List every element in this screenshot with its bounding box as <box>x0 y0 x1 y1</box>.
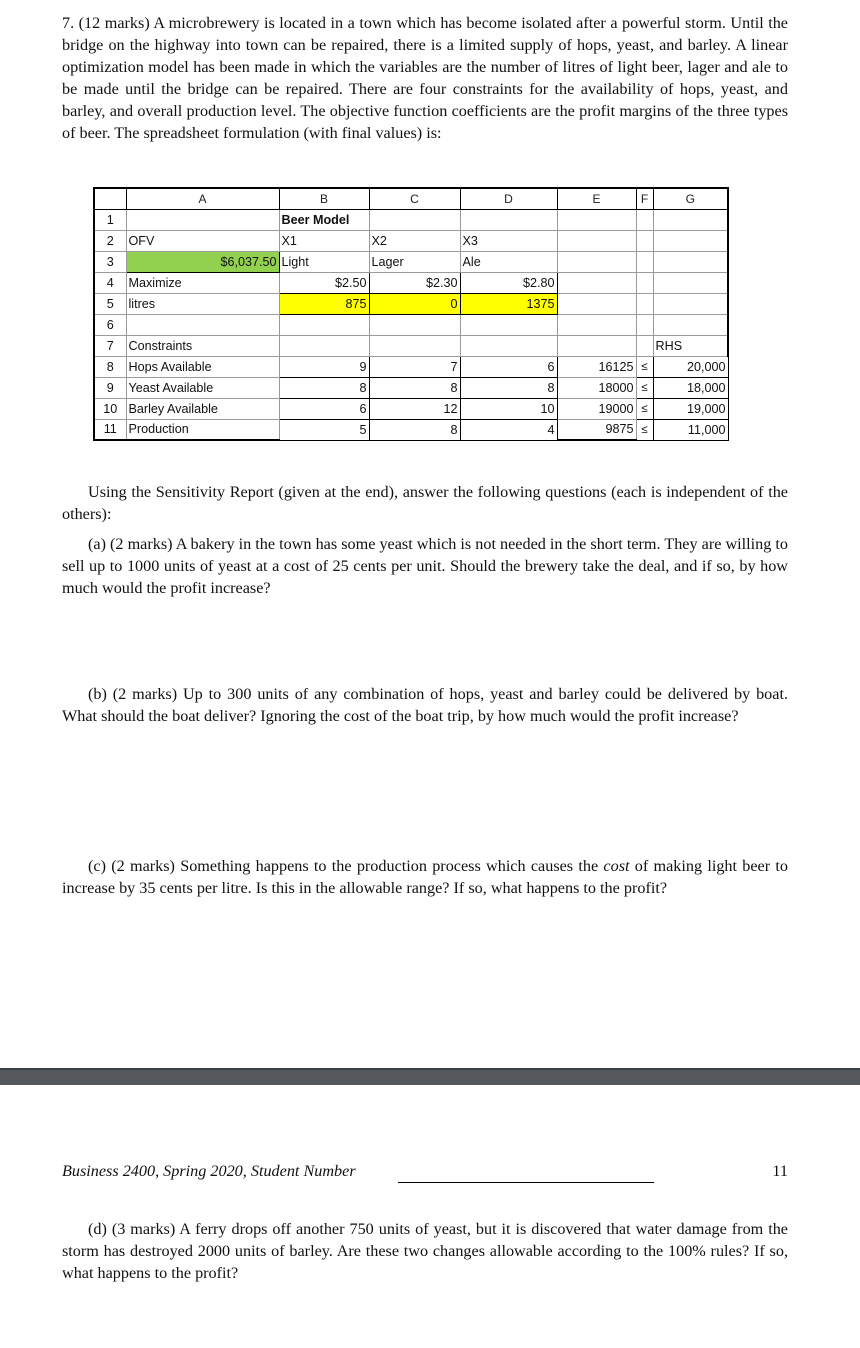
cell-a1 <box>126 209 279 230</box>
cell-e11: 9875 <box>557 419 636 440</box>
row-7 <box>94 335 728 356</box>
cell-e5 <box>557 293 636 314</box>
cell-b2: X1 <box>279 230 369 251</box>
cell-d11: 4 <box>460 419 557 440</box>
cell-f5 <box>636 293 653 314</box>
cell-f7 <box>636 335 653 356</box>
cell-g8: 20,000 <box>653 356 728 377</box>
cell-d4: $2.80 <box>460 272 557 293</box>
constraint-sign: ≤ <box>636 356 653 377</box>
cell-a2: OFV <box>126 230 279 251</box>
cell-e7 <box>557 335 636 356</box>
column-header-b: B <box>279 188 369 209</box>
column-header-g: G <box>653 188 728 209</box>
row-number: 2 <box>94 230 126 251</box>
cell-e4 <box>557 272 636 293</box>
cell-c1 <box>369 209 460 230</box>
question-7-intro: 7. (12 marks) A microbrewery is located in a town which has become isolated after a powerful storm. Until the bridge on the highway into town can be repaired, there is a limited supply of hops, yeast, and barley. A linear optimization model has been made in which the variables are the number of litres of light beer, lager and ale to be made until the bridge can be repaired. There are four constraints for the availability of hops, yeast, and barley, and overall production level. The objective function coefficients are the profit margins of the three types of beer. The spreadsheet formulation (with final values) is: <box>62 14 788 142</box>
constraint-sign: ≤ <box>636 419 653 440</box>
cell-d6 <box>460 314 557 335</box>
row-4 <box>94 272 728 293</box>
instructions-text: Using the Sensitivity Report (given at the end), answer the following questions (each is independent of the others): <box>62 483 788 523</box>
row-10 <box>94 398 728 419</box>
column-header-f: F <box>636 188 653 209</box>
question-c <box>62 855 788 899</box>
cell-f2 <box>636 230 653 251</box>
spreadsheet-formulation <box>93 187 729 441</box>
decision-cell-b5: 875 <box>279 293 369 314</box>
cell-a4: Maximize <box>126 272 279 293</box>
row-6 <box>94 314 728 335</box>
cell-b3: Light <box>279 251 369 272</box>
cell-a11: Production <box>126 419 279 440</box>
cell-a9: Yeast Available <box>126 377 279 398</box>
cell-e8: 16125 <box>557 356 636 377</box>
row-number: 7 <box>94 335 126 356</box>
cell-g6 <box>653 314 728 335</box>
cell-e10: 19000 <box>557 398 636 419</box>
row-8 <box>94 356 728 377</box>
page-footer <box>62 1162 788 1186</box>
cell-e1 <box>557 209 636 230</box>
cell-c4: $2.30 <box>369 272 460 293</box>
cell-g10: 19,000 <box>653 398 728 419</box>
cell-d10: 10 <box>460 398 557 419</box>
cell-c10: 12 <box>369 398 460 419</box>
question-c-emphasis: cost <box>603 857 630 875</box>
cell-g11: 11,000 <box>653 419 728 440</box>
cell-b6 <box>279 314 369 335</box>
row-2 <box>94 230 728 251</box>
cell-c9: 8 <box>369 377 460 398</box>
constraint-sign: ≤ <box>636 377 653 398</box>
student-number-line <box>398 1182 654 1183</box>
cell-b11: 5 <box>279 419 369 440</box>
row-1 <box>94 209 728 230</box>
cell-g9: 18,000 <box>653 377 728 398</box>
cell-d7 <box>460 335 557 356</box>
question-a: (a) (2 marks) A bakery in the town has some yeast which is not needed in the short term. They are willing to sell up to 1000 units of yeast at a cost of 25 cents per unit. Should the brewery take the deal, and if so, by how much would the profit increase? <box>62 535 788 597</box>
cell-b4: $2.50 <box>279 272 369 293</box>
cell-c11: 8 <box>369 419 460 440</box>
row-number: 11 <box>94 419 126 440</box>
row-number: 6 <box>94 314 126 335</box>
cell-c3: Lager <box>369 251 460 272</box>
corner-cell <box>94 188 126 209</box>
row-number: 1 <box>94 209 126 230</box>
page-number: 11 <box>772 1162 788 1180</box>
row-number: 10 <box>94 398 126 419</box>
row-9 <box>94 377 728 398</box>
cell-g4 <box>653 272 728 293</box>
cell-c8: 7 <box>369 356 460 377</box>
cell-d1 <box>460 209 557 230</box>
cell-d2: X3 <box>460 230 557 251</box>
page-break-divider <box>0 1068 860 1085</box>
question-c-text-end: of making light beer to increase by 35 cents per litre. Is this in the allowable range? If so, what happens to the profit? <box>62 857 788 897</box>
rhs-header: RHS <box>653 335 728 356</box>
question-b: (b) (2 marks) Up to 300 units of any combination of hops, yeast and barley could be delivered by boat. What should the boat deliver? Ignoring the cost of the boat trip, by how much would the profit increase? <box>62 685 788 725</box>
cell-e9: 18000 <box>557 377 636 398</box>
row-number: 3 <box>94 251 126 272</box>
decision-cell-d5: 1375 <box>460 293 557 314</box>
row-5 <box>94 293 728 314</box>
column-header-a: A <box>126 188 279 209</box>
row-11 <box>94 419 728 440</box>
row-number: 9 <box>94 377 126 398</box>
constraint-sign: ≤ <box>636 398 653 419</box>
question-c-text-start: (c) (2 marks) Something happens to the production process which causes the <box>88 857 604 875</box>
cell-g3 <box>653 251 728 272</box>
cell-b1: Beer Model <box>279 209 369 230</box>
cell-a6 <box>126 314 279 335</box>
cell-b7 <box>279 335 369 356</box>
column-header-c: C <box>369 188 460 209</box>
cell-d8: 6 <box>460 356 557 377</box>
column-header-e: E <box>557 188 636 209</box>
cell-f4 <box>636 272 653 293</box>
cell-a10: Barley Available <box>126 398 279 419</box>
cell-f1 <box>636 209 653 230</box>
row-number: 8 <box>94 356 126 377</box>
cell-a8: Hops Available <box>126 356 279 377</box>
cell-e2 <box>557 230 636 251</box>
cell-b8: 9 <box>279 356 369 377</box>
column-header-d: D <box>460 188 557 209</box>
row-3 <box>94 251 728 272</box>
footer-label: Business 2400, Spring 2020, Student Number <box>62 1162 356 1180</box>
cell-g2 <box>653 230 728 251</box>
cell-a5: litres <box>126 293 279 314</box>
cell-c7 <box>369 335 460 356</box>
cell-c6 <box>369 314 460 335</box>
cell-e6 <box>557 314 636 335</box>
cell-g5 <box>653 293 728 314</box>
column-header-row <box>94 188 728 209</box>
cell-f3 <box>636 251 653 272</box>
cell-e3 <box>557 251 636 272</box>
cell-a7: Constraints <box>126 335 279 356</box>
cell-d3: Ale <box>460 251 557 272</box>
cell-d9: 8 <box>460 377 557 398</box>
question-d: (d) (3 marks) A ferry drops off another 750 units of yeast, but it is discovered that water damage from the storm has destroyed 2000 units of barley. Are these two changes allowable according to the 100% rules? If so, what happens to the profit? <box>62 1220 788 1282</box>
cell-b10: 6 <box>279 398 369 419</box>
cell-f6 <box>636 314 653 335</box>
row-number: 4 <box>94 272 126 293</box>
objective-value-cell: $6,037.50 <box>126 251 279 272</box>
row-number: 5 <box>94 293 126 314</box>
cell-c2: X2 <box>369 230 460 251</box>
cell-b9: 8 <box>279 377 369 398</box>
cell-g1 <box>653 209 728 230</box>
decision-cell-c5: 0 <box>369 293 460 314</box>
